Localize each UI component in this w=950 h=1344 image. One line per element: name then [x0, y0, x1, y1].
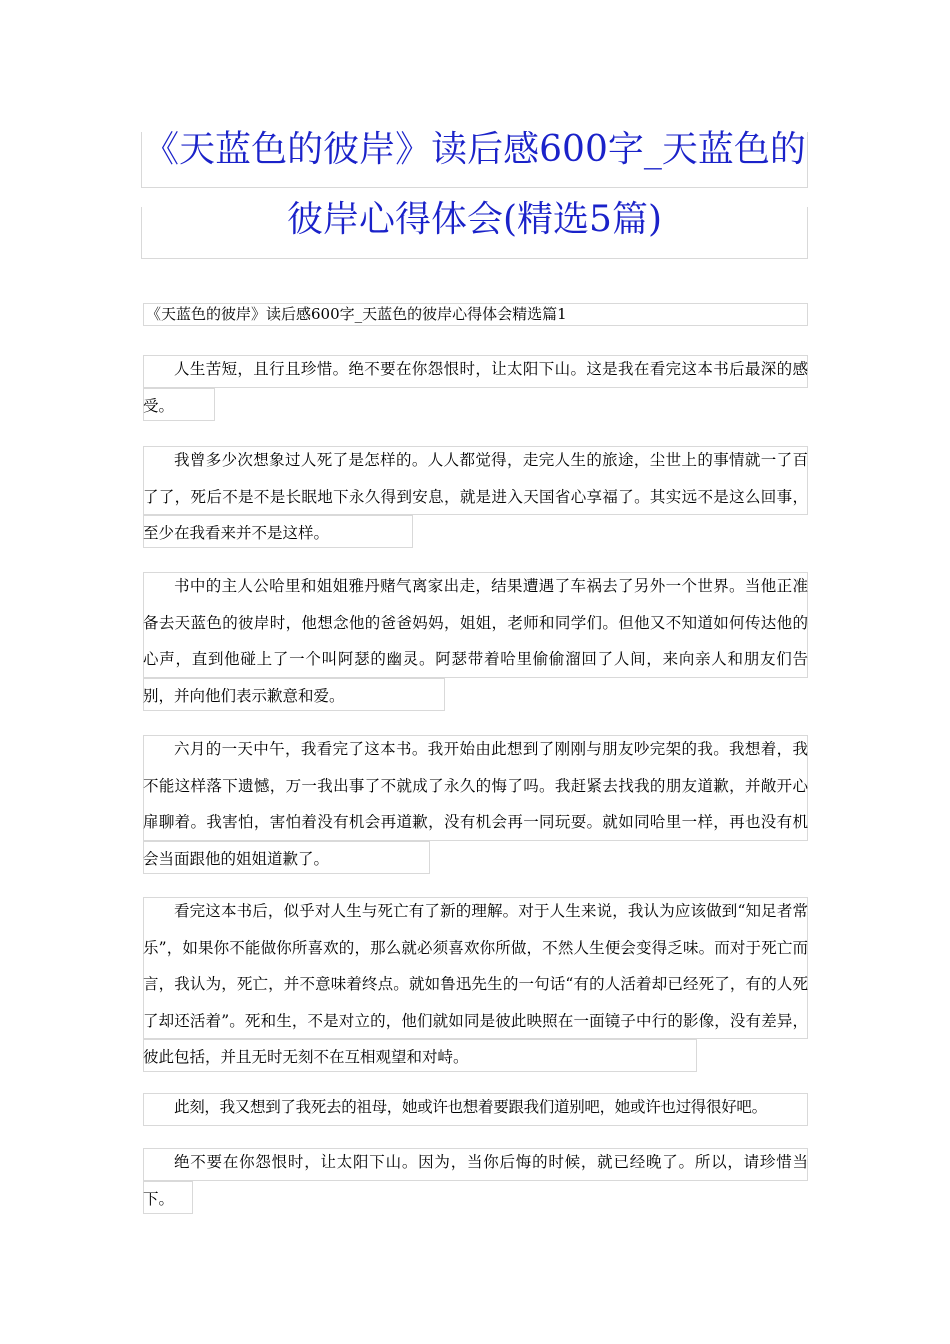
page-title-line-2: 彼岸心得体会(精选5篇) [287, 199, 662, 240]
section-heading: 《天蓝色的彼岸》读后感600字_天蓝色的彼岸心得体会精选篇1 [143, 303, 808, 326]
paragraph-2-text: 我曾多少次想象过人死了是怎样的。人人都觉得，走完人生的旅途，尘世上的事情就一了百了了，死后不是不是长眠地下永久得到安息，就是进入天国省心享福了。其实远不是这么回事，至少在我看来并不是这样。 [143, 451, 808, 542]
paragraph-6-text: 此刻，我又想到了我死去的祖母，她或许也想着要跟我们道别吧，她或许也过得很好吧。 [174, 1098, 767, 1116]
paragraph-6 [143, 1089, 808, 1126]
paragraph-7-text: 绝不要在你怨恨时，让太阳下山。因为，当你后悔的时候，就已经晚了。所以，请珍惜当下。 [143, 1153, 808, 1208]
paragraph-2 [143, 442, 808, 552]
paragraph-1 [143, 351, 808, 424]
paragraph-5-text: 看完这本书后，似乎对人生与死亡有了新的理解。对于人生来说，我认为应该做到“知足者常乐”，如果你不能做你所喜欢的，那么就必须喜欢你所做，不然人生便会变得乏味。而对于死亡而言，我认为，死亡，并不意味着终点。就如鲁迅先生的一句话“有的人活着却已经死了，有的人死了却还活着”。死和生，不是对立的，他们就如同是彼此映照在一面镜子中行的影像，没有差异，彼此包括，并且无时无刻不在互相观望和对峙。 [143, 902, 808, 1066]
page-title-line-1: 《天蓝色的彼岸》读后感600字_天蓝色的 [143, 129, 806, 170]
paragraph-4 [143, 731, 808, 877]
paragraph-1-text: 人生苦短，且行且珍惜。绝不要在你怨恨时，让太阳下山。这是我在看完这本书后最深的感受。 [143, 360, 808, 415]
paragraph-7 [143, 1144, 808, 1217]
paragraph-3-text: 书中的主人公哈里和姐姐雅丹赌气离家出走，结果遭遇了车祸去了另外一个世界。当他正准备去天蓝色的彼岸时，他想念他的爸爸妈妈，姐姐，老师和同学们。但他又不知道如何传达他的心声，直到他碰上了一个叫阿瑟的幽灵。阿瑟带着哈里偷偷溜回了人间，来向亲人和朋友们告别，并向他们表示歉意和爱。 [143, 577, 808, 705]
paragraph-4-text: 六月的一天中午，我看完了这本书。我开始由此想到了刚刚与朋友吵完架的我。我想着，我不能这样落下遗憾，万一我出事了不就成了永久的悔了吗。我赶紧去找我的朋友道歉，并敞开心扉聊着。我害怕，害怕着没有机会再道歉，没有机会再一同玩耍。就如同哈里一样，再也没有机会当面跟他的姐姐道歉了。 [143, 740, 808, 868]
paragraph-5 [143, 893, 808, 1076]
paragraph-3 [143, 568, 808, 714]
